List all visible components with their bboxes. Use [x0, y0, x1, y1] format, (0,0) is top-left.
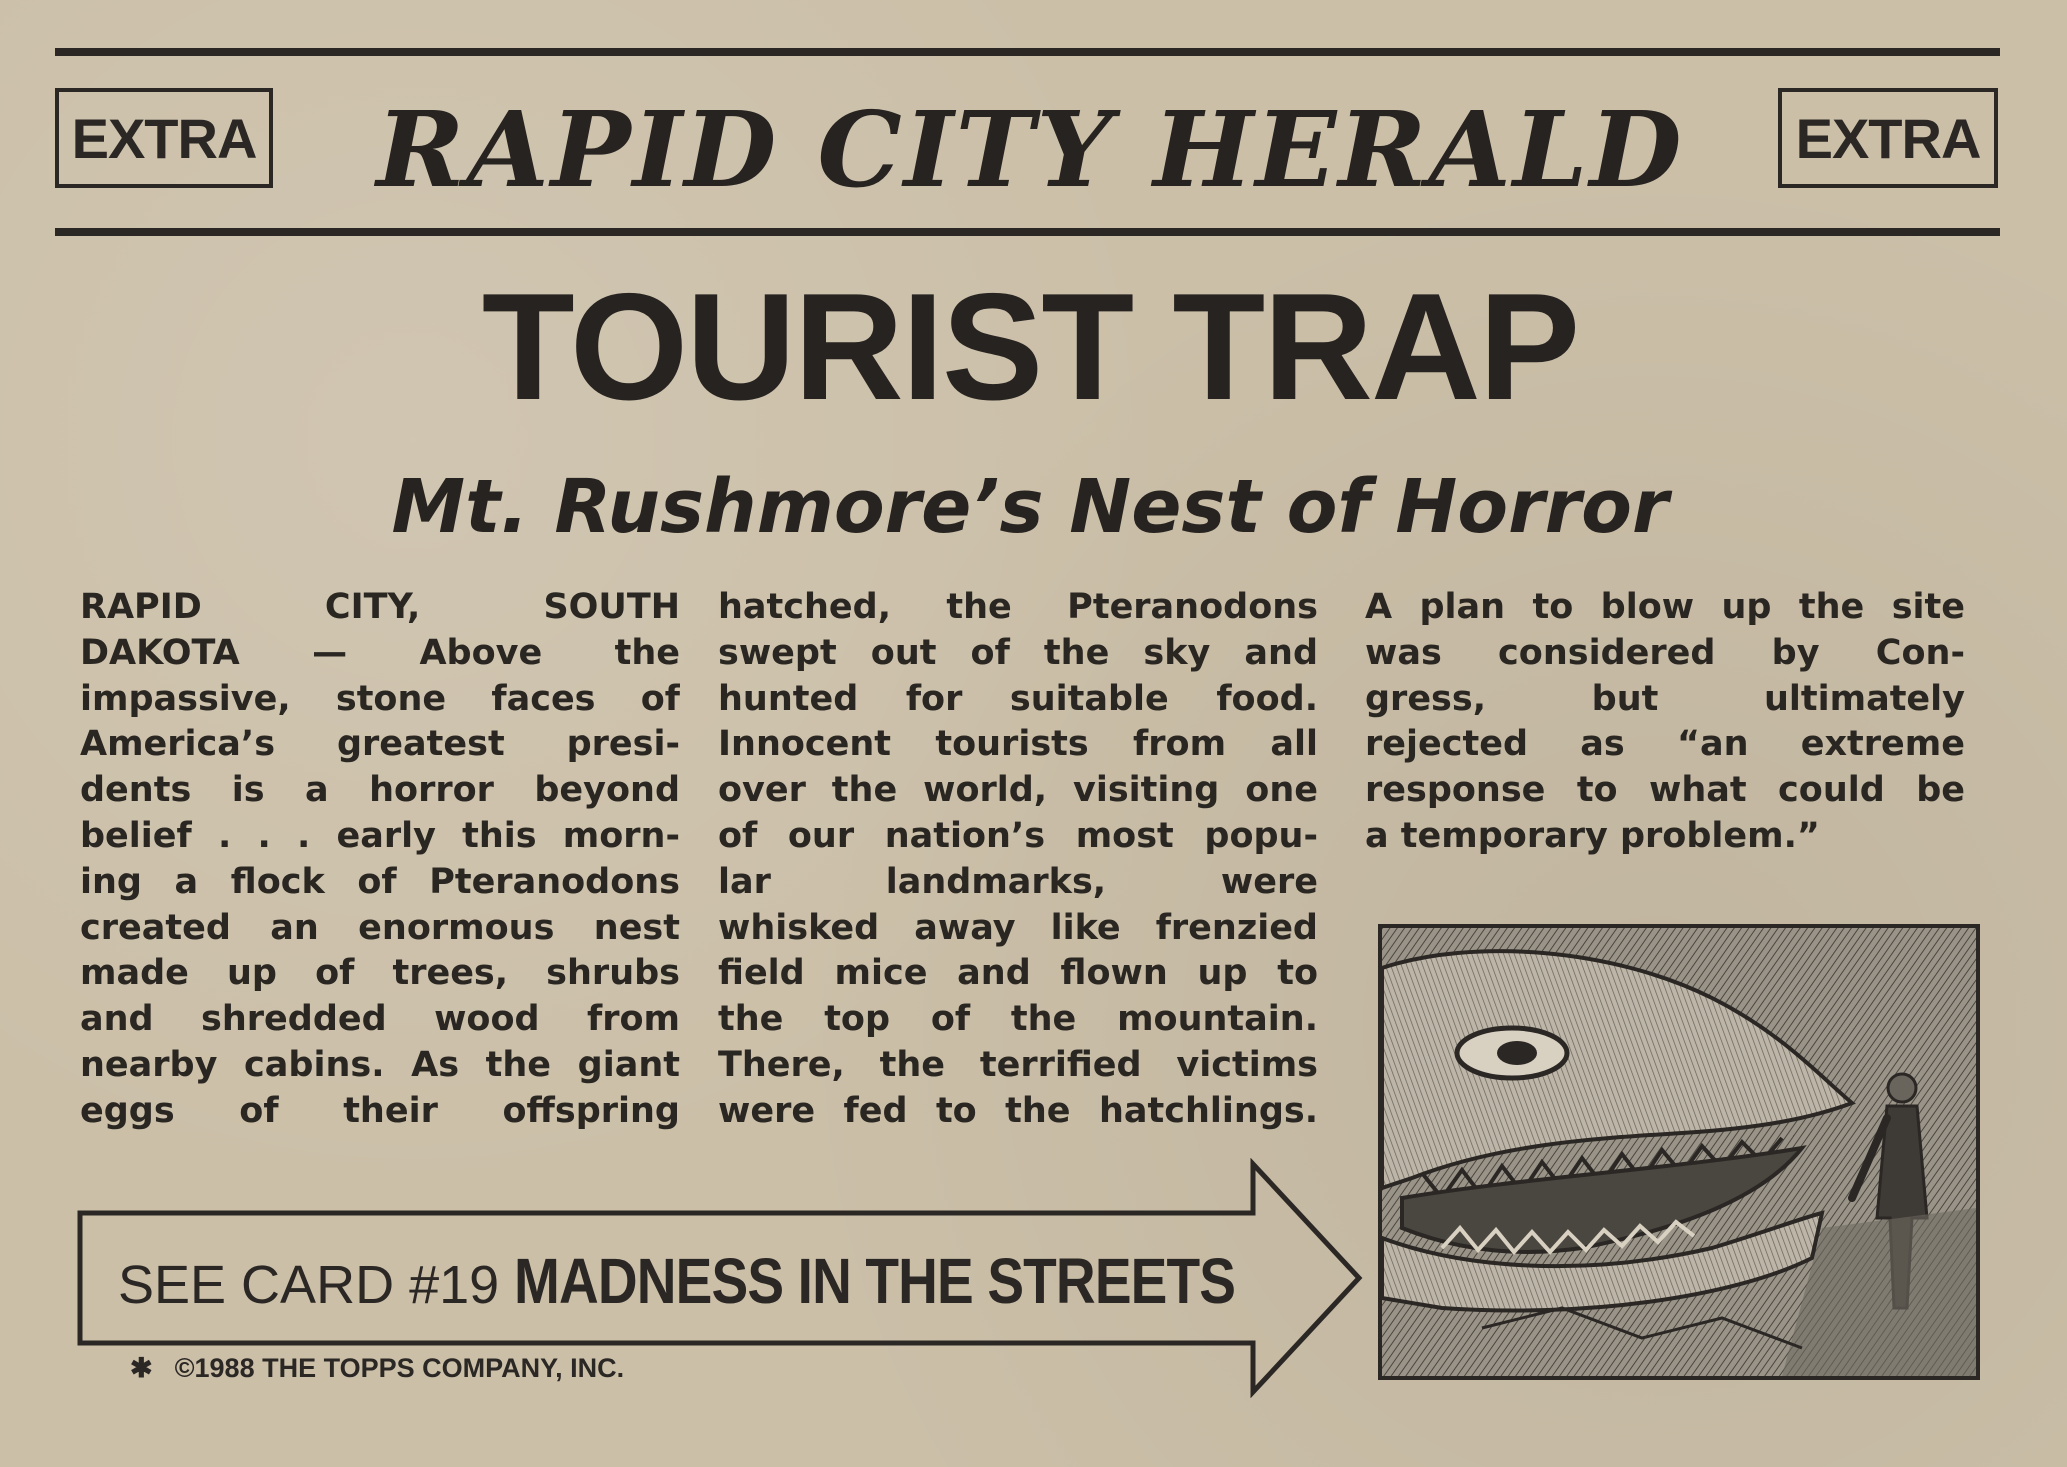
article-line: hunted for suitable food.	[718, 678, 1318, 719]
article-line: gress, but ultimately	[1365, 678, 1965, 719]
article-line: There, the terrified victims	[718, 1044, 1318, 1085]
article-line: field mice and flown up to	[718, 953, 1318, 994]
see-card-prefix: SEE CARD #19	[118, 1255, 500, 1315]
article-line: a temporary problem.”	[1365, 815, 1820, 856]
asterisk-icon: ✱	[130, 1353, 153, 1383]
article-line: A plan to blow up the site	[1365, 587, 1965, 627]
subhead: Mt. Rushmore’s Nest of Horror	[391, 464, 1669, 550]
article-line: whisked away like frenzied	[718, 907, 1318, 948]
article-line: the top of the mountain.	[718, 999, 1318, 1040]
article-line: made up of trees, shrubs	[80, 953, 680, 994]
extra-label-right: EXTRA	[1778, 88, 1998, 188]
top-rule	[55, 48, 2000, 56]
article-line: swept out of the sky and	[718, 632, 1318, 673]
see-card-reference	[118, 1236, 1278, 1330]
article-line: rejected as “an extreme	[1365, 724, 1965, 765]
article-line: Innocent tourists from all	[718, 724, 1318, 765]
newspaper-masthead: RAPID CITY HERALD	[376, 88, 1684, 211]
article-column-3	[1365, 585, 1965, 860]
article-line: America’s greatest presi-	[80, 724, 680, 765]
article-line: and shredded wood from	[80, 999, 680, 1040]
pteranodon-illustration	[1378, 924, 1980, 1380]
article-line: created an enormous nest	[80, 907, 680, 948]
article-line: was considered by Con-	[1365, 632, 1965, 673]
article-line: impassive, stone faces of	[80, 678, 680, 719]
pteranodon-illustration-icon	[1382, 928, 1976, 1376]
article-line: DAKOTA — Above the	[80, 632, 680, 673]
article-line: over the world, visiting one	[718, 770, 1318, 811]
article-line: belief . . . early this morn-	[80, 815, 680, 856]
article-line: eggs of their offspring	[80, 1090, 680, 1131]
article-line: nearby cabins. As the giant	[80, 1044, 680, 1085]
article-line: lar landmarks, were	[718, 861, 1318, 902]
masthead-rule	[55, 228, 2000, 236]
see-card-title: MADNESS IN THE STREETS	[514, 1245, 1236, 1317]
article-line: response to what could be	[1365, 770, 1965, 811]
article-line: RAPID CITY, SOUTH	[80, 587, 680, 627]
headline: TOURIST TRAP	[481, 262, 1579, 432]
article-line: ing a flock of Pteranodons	[80, 861, 680, 902]
article-line: were fed to the hatchlings.	[718, 1090, 1318, 1131]
article-column-2	[718, 585, 1318, 1135]
article-column-1	[80, 585, 680, 1135]
article-line: of our nation’s most popu-	[718, 815, 1318, 856]
copyright-line	[130, 1348, 624, 1388]
article-line: dents is a horror beyond	[80, 770, 680, 811]
article-line: hatched, the Pteranodons	[718, 587, 1318, 627]
copyright-text: ©1988 THE TOPPS COMPANY, INC.	[174, 1353, 625, 1383]
extra-label-left: EXTRA	[55, 88, 273, 188]
